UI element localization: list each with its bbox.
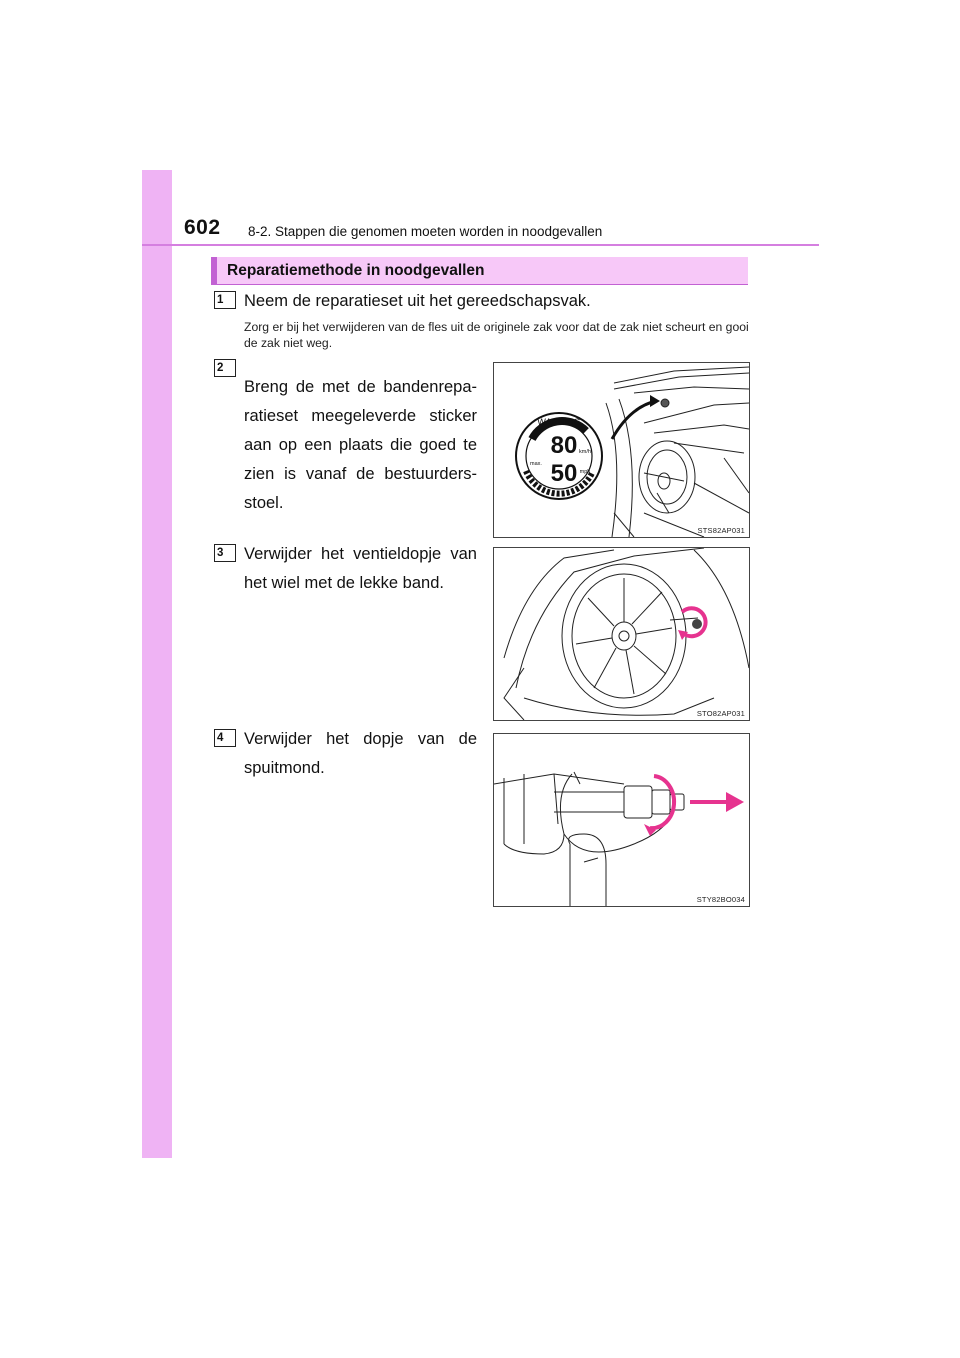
step-3-line: Verwijder het ventieldopje van <box>244 545 477 563</box>
step-2-badge: 2 <box>214 359 236 377</box>
step-1-note: Zorg er bij het verwijderen van de fles uit de originele zak voor dat de zak niet scheurt en gooi de zak niet weg. <box>244 320 749 350</box>
header-rule <box>142 244 819 246</box>
sticker-warning-text: WARNING <box>537 417 581 427</box>
figure-nozzle-cap <box>493 733 750 907</box>
side-tab <box>142 170 172 1158</box>
step-1-badge: 1 <box>214 291 236 309</box>
step-2-line: zien is vanaf de bestuurders- <box>244 465 477 483</box>
warning-sticker-icon <box>514 411 604 501</box>
step-3-line: het wiel met de lekke band. <box>244 574 444 592</box>
step-1-text: Neem de reparatieset uit het gereedschapsvak. <box>244 292 591 310</box>
chapter-title: 8-2. Stappen die genomen moeten worden in noodgevallen <box>248 224 603 239</box>
step-3-text <box>244 540 477 598</box>
step-4-badge: 4 <box>214 729 236 747</box>
figure-code: STY82BO034 <box>696 895 745 904</box>
sticker-unit-kmh: km/h <box>579 449 591 455</box>
figure-code: STS82AP031 <box>697 526 745 535</box>
nozzle-illustration <box>494 734 749 906</box>
sticker-speed-kmh: 80 <box>550 432 578 459</box>
sticker-max: max. <box>530 461 542 467</box>
step-4-line: spuitmond. <box>244 759 325 777</box>
sticker-unit-mph: mph <box>579 469 591 475</box>
page-number: 602 <box>184 216 221 239</box>
figure-code: STO82AP031 <box>696 709 745 718</box>
wheel-illustration <box>494 548 749 720</box>
figure-wheel-valve <box>493 547 750 721</box>
step-2-line: aan op een plaats die goed te <box>244 436 477 454</box>
step-2-line: ratieset meegeleverde sticker <box>244 407 477 425</box>
step-2-line: Breng de met de bandenrepa- <box>244 378 477 396</box>
sticker-speed-mph: 50 <box>550 460 578 487</box>
step-4-text <box>244 725 477 783</box>
step-2-line: stoel. <box>244 494 284 512</box>
step-2-text <box>244 373 477 518</box>
figure-dashboard-sticker <box>493 362 750 538</box>
step-4-line: Verwijder het dopje van de <box>244 730 477 748</box>
step-3-badge: 3 <box>214 544 236 562</box>
section-heading: Reparatiemethode in noodgevallen <box>211 257 748 285</box>
